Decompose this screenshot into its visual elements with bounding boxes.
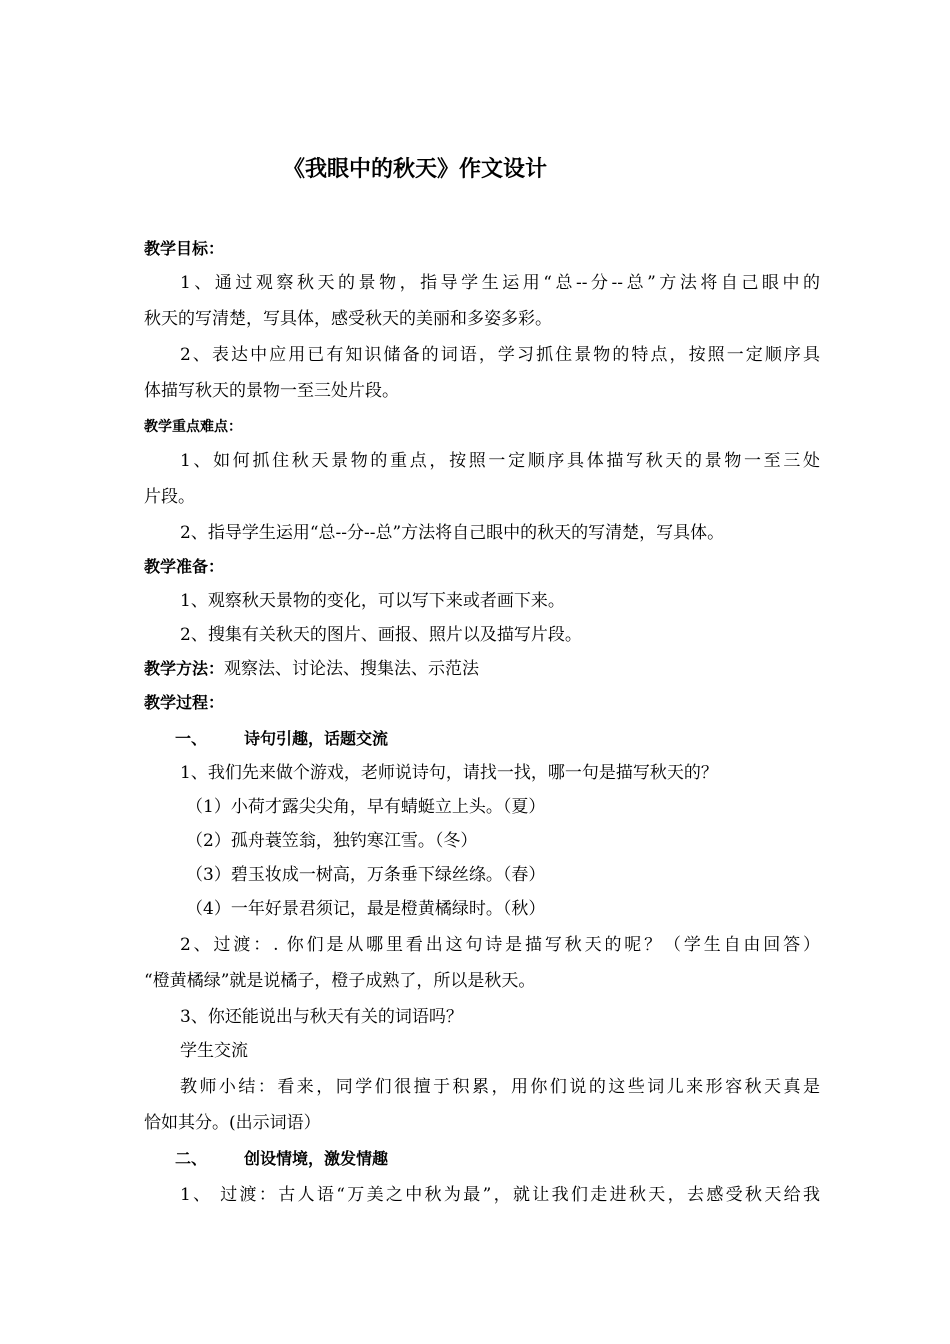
key-point-1-line-2: 片段。 <box>144 487 195 507</box>
preparation-heading: 教学准备： <box>144 557 225 576</box>
section-2-title: 创设情境，激发情趣 <box>244 1149 389 1168</box>
section-1-question-3: 3、你还能说出与秋天有关的词语吗？ <box>180 1007 463 1027</box>
section-1-question-2-line-1: 2、过渡：. 你们是从哪里看出这句诗是描写秋天的呢？（学生自由回答） <box>180 935 820 955</box>
section-2-item-1: 1、 过渡：古人语“万美之中秋为最”，就让我们走进秋天，去感受秋天给我 <box>180 1185 820 1205</box>
goal-1-line-2: 秋天的写清楚，写具体，感受秋天的美丽和多姿多彩。 <box>144 309 552 329</box>
goal-2-line-2: 体描写秋天的景物一至三处片段。 <box>144 381 399 401</box>
poem-4: （4）一年好景君须记，最是橙黄橘绿时。（秋） <box>186 899 546 919</box>
methods-text: 观察法、讨论法、搜集法、示范法 <box>224 659 480 679</box>
goal-2-line-1: 2、表达中应用已有知识储备的词语，学习抓住景物的特点，按照一定顺序具 <box>180 345 820 365</box>
goals-heading: 教学目标： <box>144 239 225 258</box>
teacher-summary-line-2: 恰如其分。(出示词语） <box>144 1113 321 1133</box>
methods-label: 教学方法： <box>144 659 225 678</box>
methods-line <box>144 652 824 686</box>
preparation-item-2: 2、搜集有关秋天的图片、画报、照片以及描写片段。 <box>180 625 582 645</box>
document-title: 《我眼中的秋天》作文设计 <box>282 157 547 182</box>
poem-3: （3）碧玉妆成一树高，万条垂下绿丝绦。（春） <box>186 865 546 885</box>
goal-1-line-1: 1、通过观察秋天的景物，指导学生运用“总--分--总”方法将自己眼中的 <box>180 273 820 293</box>
poem-1: （1）小荷才露尖尖角，早有蜻蜓立上头。（夏） <box>186 797 546 817</box>
section-2-number: 二、 <box>175 1149 208 1168</box>
key-point-1-line-1: 1、如何抓住秋天景物的重点，按照一定顺序具体描写秋天的景物一至三处 <box>180 451 820 471</box>
section-1-title: 诗句引趣，话题交流 <box>244 729 389 748</box>
process-heading: 教学过程： <box>144 693 225 712</box>
section-1-question-1: 1、我们先来做个游戏，老师说诗句，请找一找，哪一句是描写秋天的？ <box>180 763 718 783</box>
key-point-2: 2、指导学生运用“总--分--总”方法将自己眼中的秋天的写清楚，写具体。 <box>180 523 725 543</box>
section-1-number: 一、 <box>175 729 208 748</box>
key-points-heading: 教学重点难点： <box>144 419 242 435</box>
preparation-item-1: 1、观察秋天景物的变化，可以写下来或者画下来。 <box>180 591 565 611</box>
student-exchange: 学生交流 <box>180 1041 248 1061</box>
poem-2: （2）孤舟蓑笠翁，独钓寒江雪。（冬） <box>186 831 478 851</box>
teacher-summary-line-1: 教师小结：看来，同学们很擅于积累，用你们说的这些词儿来形容秋天真是 <box>180 1077 820 1097</box>
section-1-question-2-line-2: “橙黄橘绿”就是说橘子，橙子成熟了，所以是秋天。 <box>144 971 536 991</box>
